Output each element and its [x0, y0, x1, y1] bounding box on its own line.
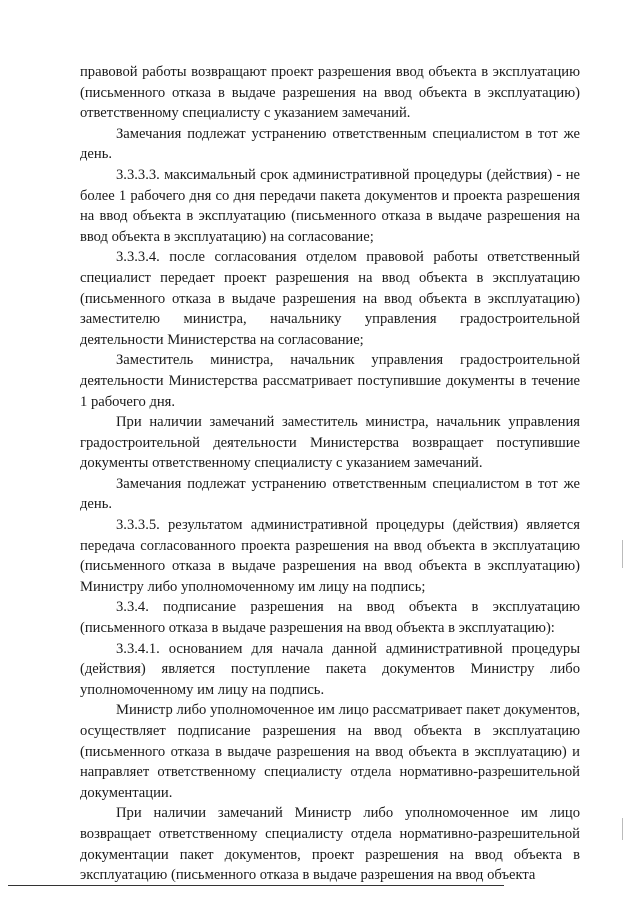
paragraph: При наличии замечаний заместитель министра, начальник управления градостроительной деятельности Министерства возвращает поступившие документы ответственному специалисту с указанием замечаний.	[80, 414, 580, 472]
paragraph: 3.3.3.3. максимальный срок административной процедуры (действия) - не более 1 рабочего дня со дня передачи пакета документов и проекта разрешения на ввод объекта в эксплуатацию (письменного отказа в выдаче разрешения на ввод объекта в эксплуатацию) на согласование;	[80, 166, 580, 245]
paragraph: Заместитель министра, начальник управления градостроительной деятельности Министерства рассматривает поступившие документы в течение 1 рабочего дня.	[80, 352, 580, 410]
paragraph: 3.3.4. подписание разрешения на ввод объекта в эксплуатацию (письменного отказа в выдаче разрешения на ввод объекта в эксплуатацию):	[80, 599, 580, 637]
paragraph: 3.3.3.4. после согласования отделом правовой работы ответственный специалист передает проект разрешения на ввод объекта в эксплуатацию (письменного отказа в выдаче разрешения на ввод объекта в эксплуатацию) заместителю министра, начальнику управления градостроительной деятельности Министерства на согласование;	[80, 249, 580, 348]
scan-artifact	[622, 540, 623, 568]
paragraph: Министр либо уполномоченное им лицо рассматривает пакет документов, осуществляет подписание разрешения на ввод объекта в эксплуатацию (письменного отказа в выдаче разрешения на ввод объекта в эксплуатацию) и направляет ответственному специалисту отдела нормативно-разрешительной документации.	[80, 702, 580, 801]
paragraph-continuation: правовой работы возвращают проект разрешения ввод объекта в эксплуатацию (письменного отказа в выдаче разрешения на ввод объекта в эксплуатацию) ответственному специалисту с указанием замечаний.	[80, 64, 580, 122]
paragraph: 3.3.3.5. результатом административной процедуры (действия) является передача согласованного проекта разрешения на ввод объекта в эксплуатацию (письменного отказа в выдаче разрешения на ввод объекта в эксплуатацию) Министру либо уполномоченному им лицу на подпись;	[80, 517, 580, 595]
paragraph: Замечания подлежат устранению ответственным специалистом в тот же день.	[80, 125, 580, 163]
paragraph: 3.3.4.1. основанием для начала данной административной процедуры (действия) является поступление пакета документов Министру либо уполномоченному им лицу на подпись.	[80, 640, 580, 698]
footer-rule	[8, 885, 504, 886]
document-page	[80, 62, 580, 886]
scan-artifact	[622, 818, 623, 840]
paragraph: Замечания подлежат устранению ответственным специалистом в тот же день.	[80, 475, 580, 513]
paragraph: При наличии замечаний Министр либо уполномоченное им лицо возвращает ответственному специалисту отдела нормативно-разрешительной документации пакет документов, проект разрешения на ввод объекта в эксплуатацию (письменного отказа в выдаче разрешения на ввод объекта	[80, 805, 580, 884]
